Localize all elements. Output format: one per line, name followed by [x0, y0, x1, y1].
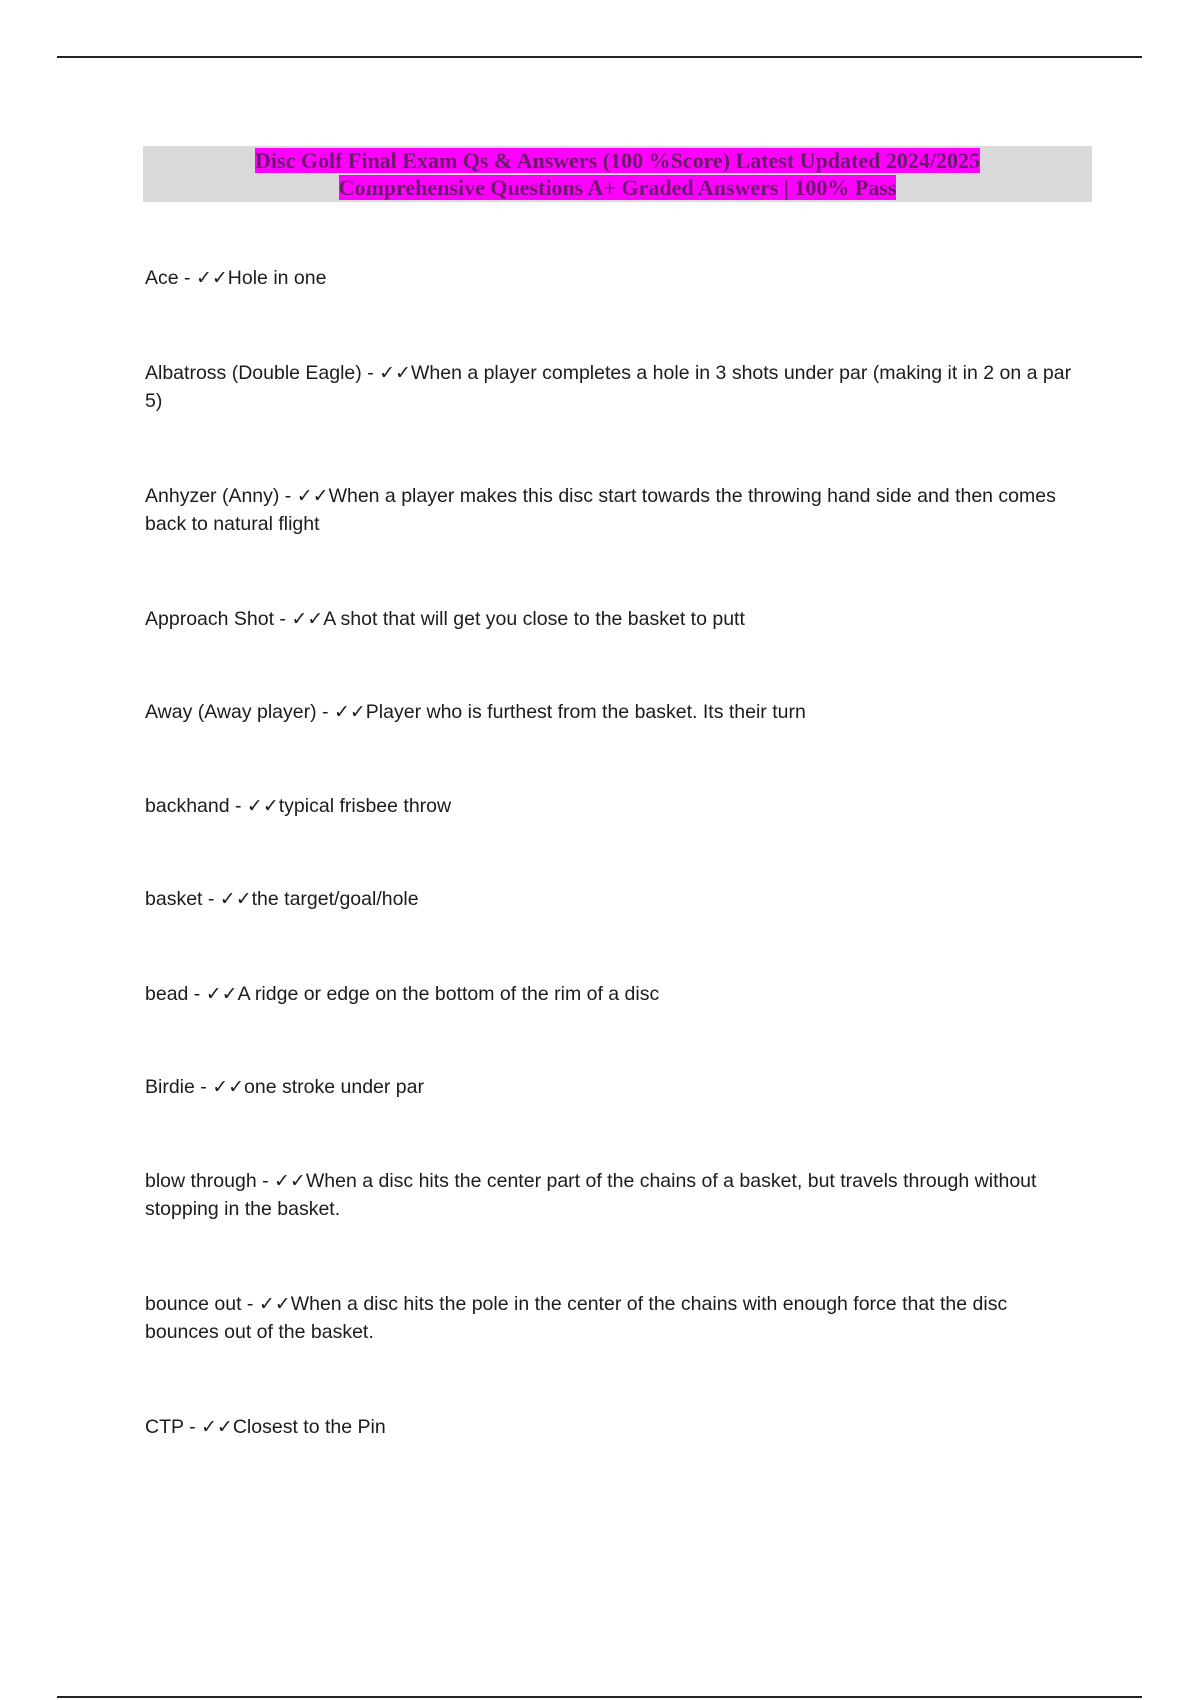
entry-term: Birdie: [145, 1076, 195, 1098]
entry-separator: -: [194, 1076, 213, 1098]
entry-definition: Closest to the Pin: [232, 1416, 386, 1438]
double-check-icon: ✓✓: [274, 1170, 306, 1192]
document-title-line-1: Disc Golf Final Exam Qs & Answers (100 %Score) Latest Updated 2024/2025: [255, 148, 980, 173]
glossary-entry-birdie: [145, 1073, 1075, 1101]
entry-term: blow through: [145, 1170, 257, 1192]
entry-definition: When a player makes this disc start towards the throwing hand side and then comes back to natural flight: [145, 485, 1056, 535]
glossary-entry-blow-through: [145, 1167, 1075, 1223]
document-title-box: [143, 146, 1092, 202]
entry-term: Approach Shot: [145, 608, 275, 630]
glossary-entry-anhyzer: [145, 482, 1075, 538]
entry-separator: -: [202, 888, 220, 910]
entry-separator: -: [178, 267, 196, 289]
entry-term: Albatross (Double Eagle): [145, 362, 362, 384]
glossary-entry-backhand: [145, 792, 1075, 820]
double-check-icon: ✓✓: [219, 888, 252, 910]
glossary-entry-ace: [145, 264, 1075, 292]
entry-definition: typical frisbee throw: [278, 795, 452, 817]
entry-separator: -: [241, 1293, 259, 1315]
entry-term: CTP: [145, 1416, 184, 1438]
entry-definition: A shot that will get you close to the basket to putt: [323, 608, 745, 630]
entry-separator: -: [188, 983, 206, 1005]
double-check-icon: ✓✓: [201, 1416, 233, 1438]
entry-definition: Player who is furthest from the basket. Its their turn: [365, 701, 806, 723]
bottom-rule: [57, 1696, 1142, 1698]
entry-separator: -: [361, 362, 380, 384]
entry-separator: -: [274, 608, 292, 630]
entry-term: backhand: [145, 795, 230, 817]
entry-separator: -: [316, 701, 334, 723]
entry-separator: -: [183, 1416, 201, 1438]
entry-definition: When a player completes a hole in 3 shots under par (making it in 2 on a par 5): [145, 362, 1072, 412]
entry-separator: -: [229, 795, 247, 817]
entry-separator: -: [279, 485, 297, 507]
entry-term: bead: [145, 983, 189, 1005]
double-check-icon: ✓✓: [333, 701, 366, 723]
entry-definition: Hole in one: [227, 267, 327, 289]
glossary-entry-bead: [145, 980, 1075, 1008]
double-check-icon: ✓✓: [195, 267, 228, 289]
glossary-entry-albatross: [145, 359, 1075, 415]
double-check-icon: ✓✓: [205, 983, 238, 1005]
double-check-icon: ✓✓: [296, 485, 329, 507]
entry-definition: When a disc hits the center part of the chains of a basket, but travels through without stopping in the basket.: [145, 1170, 1037, 1220]
double-check-icon: ✓✓: [246, 795, 279, 817]
glossary-entry-approach-shot: [145, 605, 1075, 633]
entry-definition: A ridge or edge on the bottom of the rim of a disc: [237, 983, 660, 1005]
entry-definition: the target/goal/hole: [251, 888, 419, 910]
double-check-icon: ✓✓: [379, 362, 411, 384]
glossary-entry-away: [145, 698, 1075, 726]
double-check-icon: ✓✓: [258, 1293, 291, 1315]
top-rule: [57, 56, 1142, 58]
glossary-entry-bounce-out: [145, 1290, 1075, 1346]
entry-separator: -: [256, 1170, 275, 1192]
glossary-entry-ctp: [145, 1413, 1075, 1441]
entry-term: Ace: [145, 267, 179, 289]
entry-term: Anhyzer (Anny): [145, 485, 280, 507]
double-check-icon: ✓✓: [291, 608, 324, 630]
entry-definition: When a disc hits the pole in the center of the chains with enough force that the disc bounces out of the basket.: [145, 1293, 1008, 1343]
entry-definition: one stroke under par: [244, 1076, 424, 1098]
entry-term: Away (Away player): [145, 701, 317, 723]
entry-term: bounce out: [145, 1293, 242, 1315]
document-title-line-2: Comprehensive Questions A+ Graded Answers | 100% Pass: [338, 175, 897, 200]
glossary-entry-basket: [145, 885, 1075, 913]
double-check-icon: ✓✓: [212, 1076, 245, 1098]
entry-term: basket: [145, 888, 203, 910]
